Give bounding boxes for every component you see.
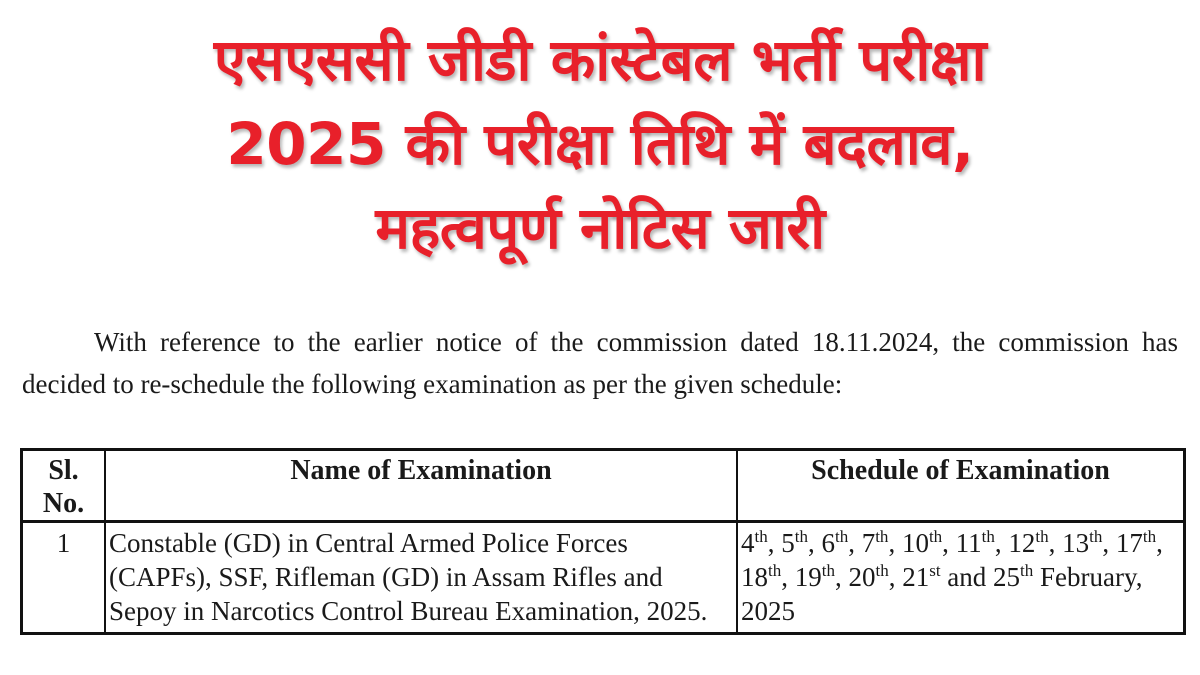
schedule-date: 17th (1115, 527, 1157, 558)
table-header-row (22, 450, 1185, 522)
schedule-date: 13th (1062, 527, 1103, 558)
schedule-date: 5th (781, 527, 808, 558)
header-sl-no (22, 450, 106, 522)
schedule-date: 4th (741, 527, 768, 558)
headline-line-3: महत्वपूर्ण नोटिस जारी (375, 194, 825, 262)
headline (0, 18, 1200, 270)
schedule-dates: 4th, 5th, 6th, 7th, 10th, 11th, 12th, 13th, 17th, 18th, 19th, 20th, 21st and 25th February, 2025 (741, 527, 1163, 626)
header-schedule-label: Schedule of Examination (811, 455, 1110, 486)
schedule-date: 19th (794, 561, 835, 592)
header-name-label: Name of Examination (290, 455, 552, 486)
cell-exam-name: Constable (GD) in Central Armed Police Forces (CAPFs), SSF, Rifleman (GD) in Assam Rifles and Sepoy in Narcotics Control Bureau Examination, 2025. (105, 522, 737, 634)
table-row (22, 522, 1185, 634)
exam-schedule-table (20, 448, 1186, 635)
schedule-date: 20th (848, 561, 889, 592)
schedule-date: 6th (821, 527, 849, 558)
schedule-date: 10th (901, 527, 943, 558)
cell-exam-schedule (737, 522, 1185, 634)
schedule-date: 21st (902, 561, 941, 592)
schedule-date: 12th (1008, 527, 1049, 558)
schedule-date: 7th (861, 527, 889, 558)
headline-line-2: 2025 की परीक्षा तिथि में बदलाव, (226, 110, 974, 178)
header-sl-no-label: Sl. No. (42, 455, 85, 519)
cell-sl-no: 1 (22, 522, 106, 634)
schedule-date: 25th (993, 561, 1034, 592)
headline-line-1: एसएससी जीडी कांस्टेबल भर्ती परीक्षा (213, 26, 987, 94)
schedule-date: 18th (741, 561, 782, 592)
header-schedule-of-examination (737, 450, 1185, 522)
header-name-of-examination (105, 450, 737, 522)
schedule-date: 11th (955, 527, 995, 558)
notice-paragraph: With reference to the earlier notice of the commission dated 18.11.2024, the commission has decided to re-schedule the following examination as per the given schedule: (22, 327, 1178, 399)
